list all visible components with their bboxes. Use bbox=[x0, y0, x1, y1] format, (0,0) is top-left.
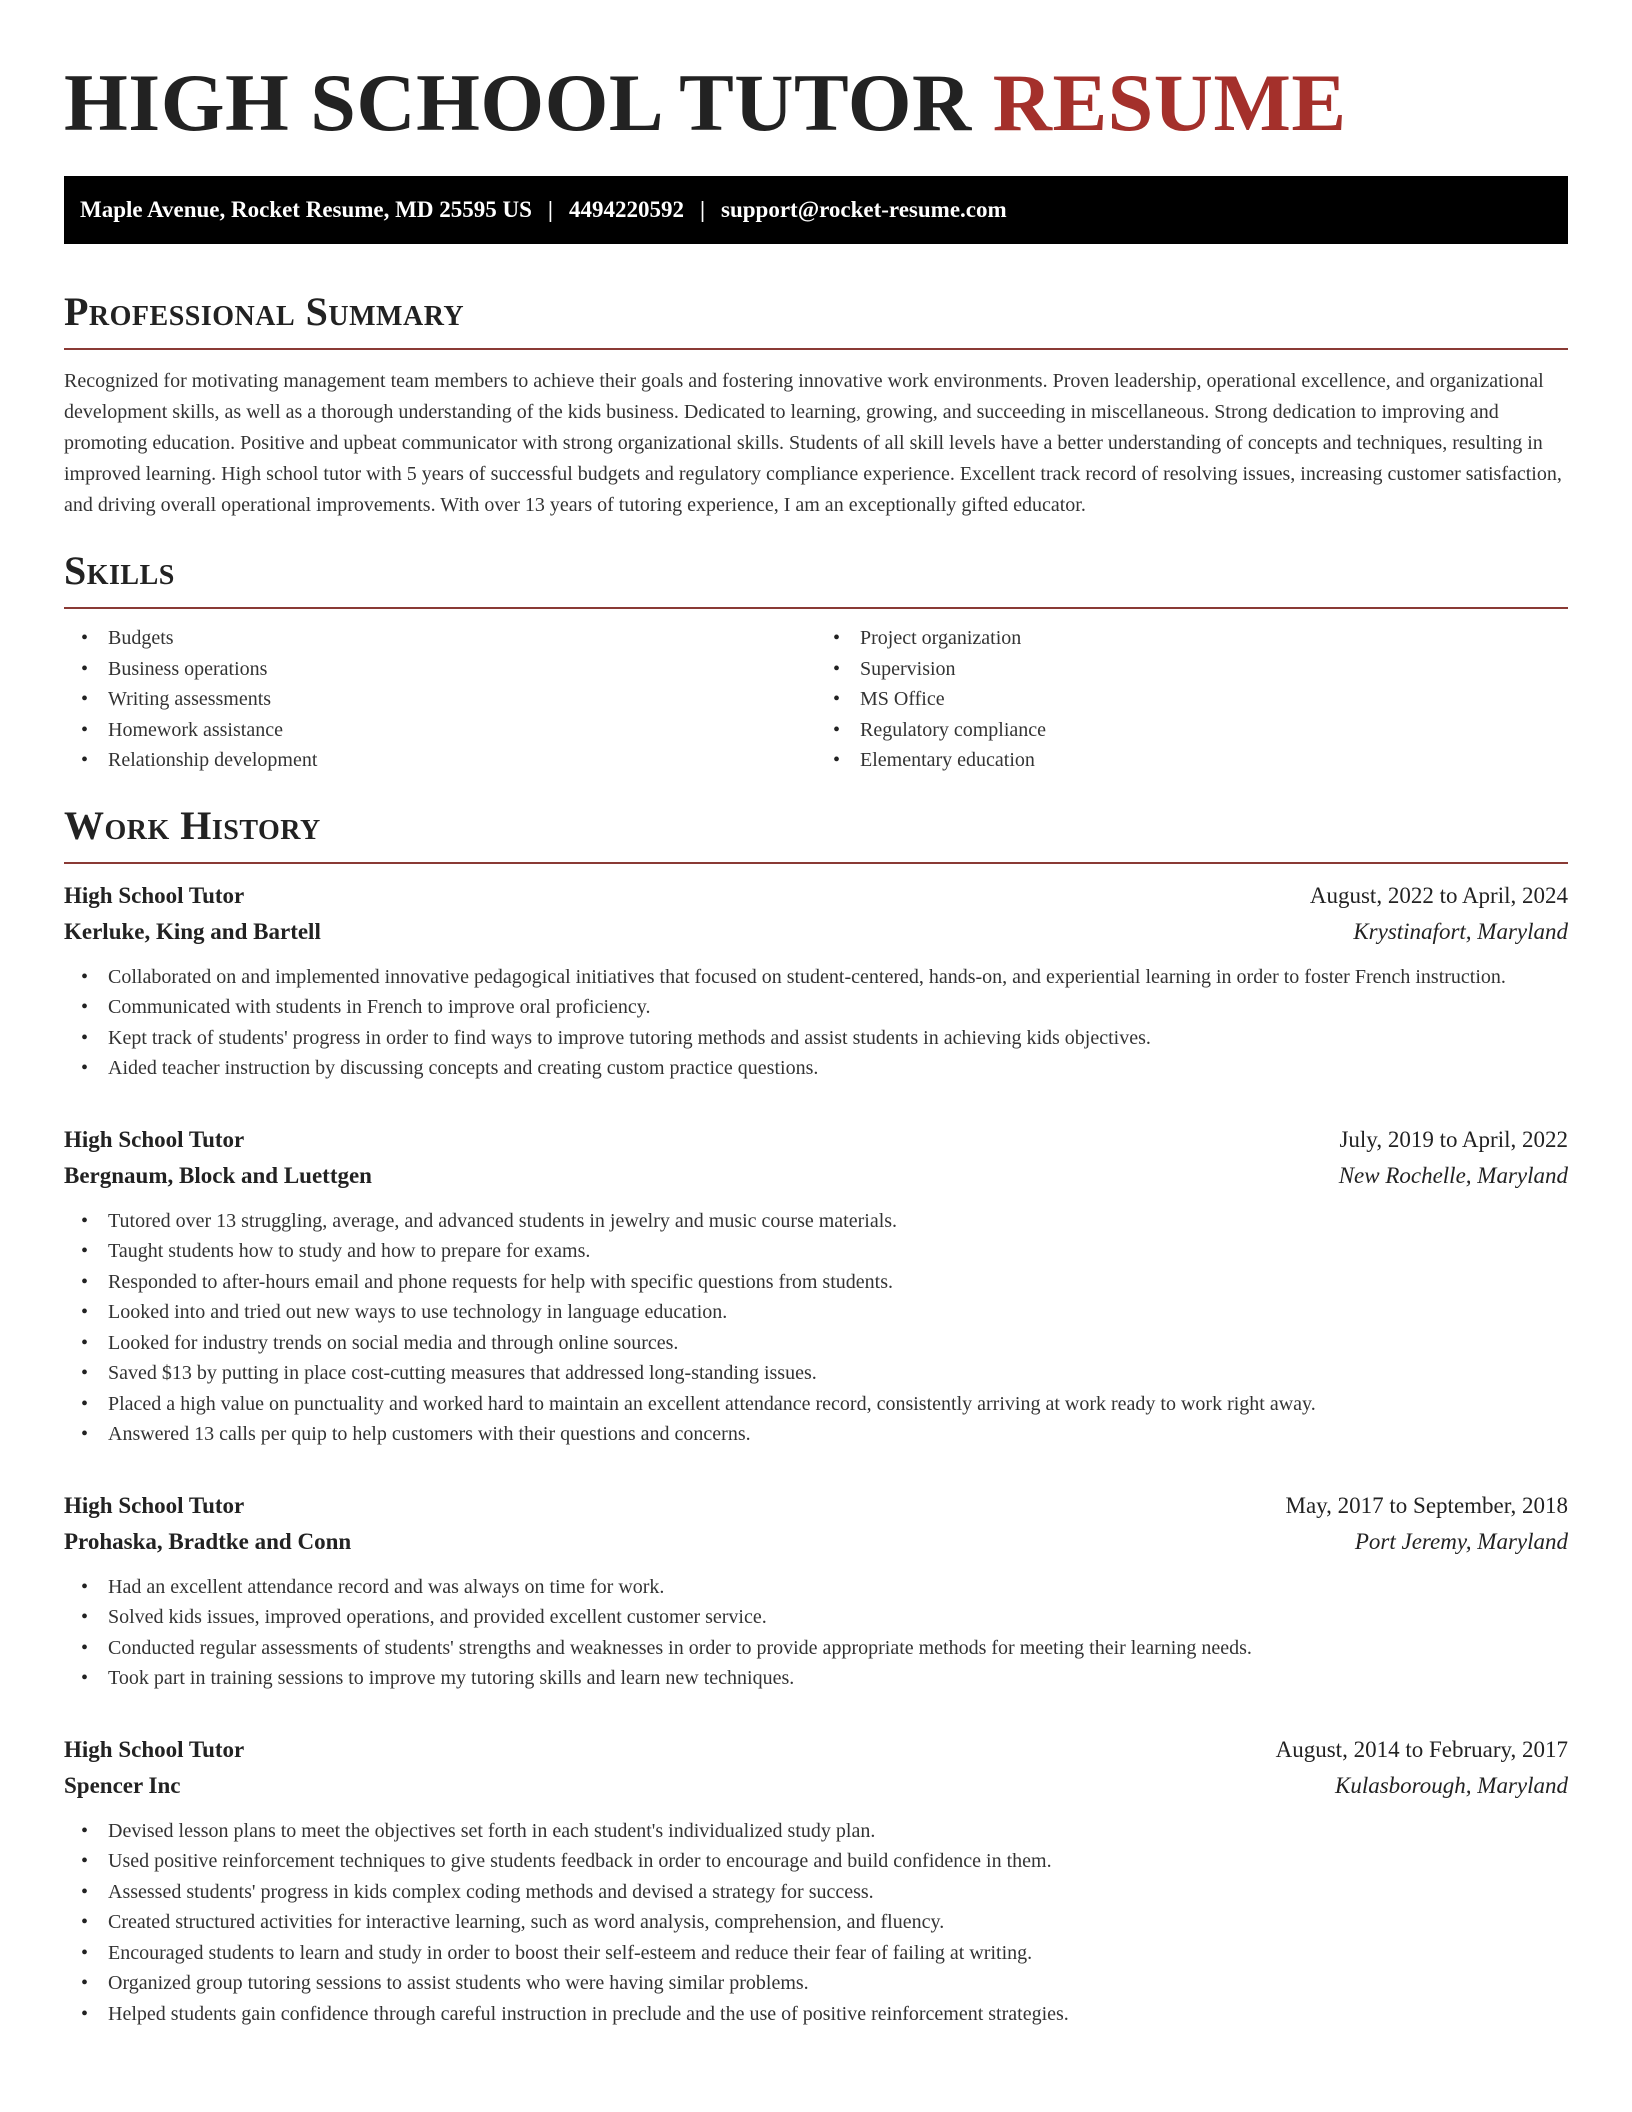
job-bullets bbox=[64, 1572, 1568, 1694]
job-subheader bbox=[64, 1158, 1568, 1194]
title-main: HIGH SCHOOL TUTOR bbox=[64, 57, 972, 148]
job-bullet: • Tutored over 13 struggling, average, and advanced students in jewelry and music course materials. bbox=[108, 1206, 1568, 1237]
job-bullet: • Saved $13 by putting in place cost-cutting measures that addressed long-standing issues. bbox=[108, 1358, 1568, 1389]
job-dates: July, 2019 to April, 2022 bbox=[1339, 1126, 1568, 1152]
work-history-heading: Work History bbox=[64, 802, 1568, 864]
job-company: Bergnaum, Block and Luettgen bbox=[64, 1162, 372, 1188]
job-dates: May, 2017 to September, 2018 bbox=[1285, 1492, 1568, 1518]
job-entry bbox=[64, 878, 1568, 1084]
job-bullet: • Taught students how to study and how to prepare for exams. bbox=[108, 1236, 1568, 1267]
skill-item: • Regulatory compliance bbox=[860, 715, 1568, 746]
job-subheader bbox=[64, 1524, 1568, 1560]
contact-bar bbox=[64, 176, 1568, 244]
job-company: Prohaska, Bradtke and Conn bbox=[64, 1528, 352, 1554]
job-company: Kerluke, King and Bartell bbox=[64, 918, 321, 944]
job-bullet: • Organized group tutoring sessions to assist students who were having similar problems. bbox=[108, 1968, 1568, 1999]
job-subheader bbox=[64, 1768, 1568, 1804]
job-bullet: • Answered 13 calls per quip to help customers with their questions and concerns. bbox=[108, 1419, 1568, 1450]
job-bullets bbox=[64, 1206, 1568, 1450]
contact-separator: | bbox=[699, 197, 706, 222]
job-bullet: • Kept track of students' progress in order to find ways to improve tutoring methods and assist students in achieving kids objectives. bbox=[108, 1023, 1568, 1054]
job-entry bbox=[64, 1732, 1568, 2030]
job-bullet: • Encouraged students to learn and study in order to boost their self-esteem and reduce their fear of failing at writing. bbox=[108, 1938, 1568, 1969]
job-bullet: • Placed a high value on punctuality and worked hard to maintain an excellent attendance record, consistently arriving at work ready to work right away. bbox=[108, 1389, 1568, 1420]
job-location: Port Jeremy, Maryland bbox=[1354, 1528, 1568, 1554]
job-bullet: • Looked for industry trends on social media and through online sources. bbox=[108, 1328, 1568, 1359]
skill-item: • MS Office bbox=[860, 684, 1568, 715]
job-bullets bbox=[64, 1816, 1568, 2030]
skills-list bbox=[64, 623, 1568, 776]
job-location: New Rochelle, Maryland bbox=[1338, 1162, 1568, 1188]
job-title: High School Tutor bbox=[64, 1492, 245, 1518]
job-bullet: • Helped students gain confidence through careful instruction in preclude and the use of positive reinforcement strategies. bbox=[108, 1999, 1568, 2030]
job-bullet: • Aided teacher instruction by discussing concepts and creating custom practice questions. bbox=[108, 1053, 1568, 1084]
job-location: Krystinafort, Maryland bbox=[1353, 918, 1568, 944]
skill-item: • Budgets bbox=[108, 623, 816, 654]
skill-item: • Writing assessments bbox=[108, 684, 816, 715]
job-header bbox=[64, 1488, 1568, 1524]
job-bullet: • Created structured activities for interactive learning, such as word analysis, comprehension, and fluency. bbox=[108, 1907, 1568, 1938]
job-bullet: • Used positive reinforcement techniques to give students feedback in order to encourage and build confidence in them. bbox=[108, 1846, 1568, 1877]
skills-column-right bbox=[816, 623, 1568, 776]
contact-email[interactable]: support@rocket-resume.com bbox=[721, 197, 1007, 222]
job-bullets bbox=[64, 962, 1568, 1084]
resume-title bbox=[64, 0, 1568, 148]
skill-item: • Project organization bbox=[860, 623, 1568, 654]
skills-heading: Skills bbox=[64, 547, 1568, 609]
job-bullet: • Collaborated on and implemented innovative pedagogical initiatives that focused on student-centered, hands-on, and experiential learning in order to foster French instruction. bbox=[108, 962, 1568, 993]
summary-text: Recognized for motivating management team members to achieve their goals and fostering innovative work environments. Proven leadership, operational excellence, and organizational development skills, as well as a thorough understanding of the kids business. Dedicated to learning, growing, and succeeding in miscellaneous. Strong dedication to improving and promoting education. Positive and upbeat communicator with strong organizational skills. Students of all skill levels have a better understanding of concepts and techniques, resulting in improved learning. High school tutor with 5 years of successful budgets and regulatory compliance experience. Excellent track record of resolving issues, increasing customer satisfaction, and driving overall operational improvements. With over 13 years of tutoring experience, I am an exceptionally gifted educator. bbox=[64, 370, 1562, 516]
contact-address: Maple Avenue, Rocket Resume, MD 25595 US bbox=[80, 197, 532, 222]
job-bullet: • Responded to after-hours email and phone requests for help with specific questions from students. bbox=[108, 1267, 1568, 1298]
skill-item: • Homework assistance bbox=[108, 715, 816, 746]
job-bullet: • Devised lesson plans to meet the objectives set forth in each student's individualized study plan. bbox=[108, 1816, 1568, 1847]
job-dates: August, 2022 to April, 2024 bbox=[1309, 882, 1568, 908]
job-bullet: • Solved kids issues, improved operations, and provided excellent customer service. bbox=[108, 1602, 1568, 1633]
job-title: High School Tutor bbox=[64, 1736, 245, 1762]
job-bullet: • Assessed students' progress in kids complex coding methods and devised a strategy for success. bbox=[108, 1877, 1568, 1908]
job-subheader bbox=[64, 914, 1568, 950]
job-header bbox=[64, 1732, 1568, 1768]
job-entry bbox=[64, 1488, 1568, 1694]
skill-item: • Supervision bbox=[860, 654, 1568, 685]
job-bullet: • Looked into and tried out new ways to use technology in language education. bbox=[108, 1297, 1568, 1328]
skill-item: • Elementary education bbox=[860, 745, 1568, 776]
skills-column-left bbox=[64, 623, 816, 776]
skill-item: • Relationship development bbox=[108, 745, 816, 776]
job-title: High School Tutor bbox=[64, 882, 245, 908]
job-title: High School Tutor bbox=[64, 1126, 245, 1152]
job-dates: August, 2014 to February, 2017 bbox=[1275, 1736, 1568, 1762]
job-company: Spencer Inc bbox=[64, 1772, 181, 1798]
summary-heading: Professional Summary bbox=[64, 288, 1568, 350]
contact-phone[interactable]: 4494220592 bbox=[568, 197, 684, 222]
skill-item: • Business operations bbox=[108, 654, 816, 685]
job-bullet: • Took part in training sessions to improve my tutoring skills and learn new techniques. bbox=[108, 1663, 1568, 1694]
job-bullet: • Conducted regular assessments of students' strengths and weaknesses in order to provide appropriate methods for meeting their learning needs. bbox=[108, 1633, 1568, 1664]
job-bullet: • Had an excellent attendance record and was always on time for work. bbox=[108, 1572, 1568, 1603]
job-header bbox=[64, 1122, 1568, 1158]
title-accent: RESUME bbox=[992, 57, 1347, 148]
job-bullet: • Communicated with students in French to improve oral proficiency. bbox=[108, 992, 1568, 1023]
job-header bbox=[64, 878, 1568, 914]
job-entry bbox=[64, 1122, 1568, 1450]
job-location: Kulasborough, Maryland bbox=[1335, 1772, 1568, 1798]
contact-separator: | bbox=[547, 197, 553, 222]
